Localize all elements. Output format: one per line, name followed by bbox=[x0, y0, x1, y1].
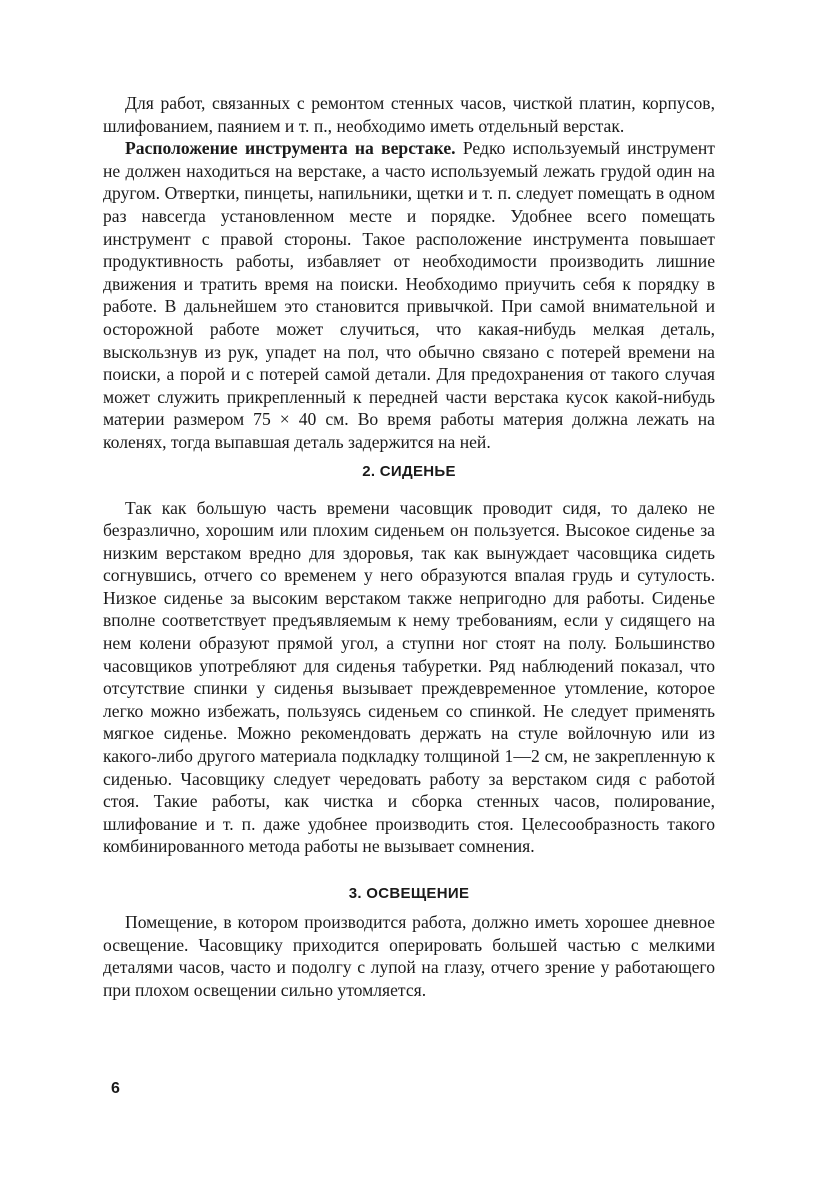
paragraph-tool-arrangement bbox=[103, 137, 715, 453]
paragraph-lead-heading: Расположение инструмента на верстаке. bbox=[125, 138, 456, 159]
paragraph-workbench-intro: Для работ, связанных с ремонтом стенных часов, чисткой платин, корпусов, шлифованием, паянием и т. п., необходимо иметь отдельный верстак. bbox=[103, 93, 715, 136]
section-heading-seat: 2. СИДЕНЬЕ bbox=[362, 462, 456, 480]
paragraph-tool-arrangement-text: Редко используемый инструмент не должен находиться на верстаке, а часто используемый лежать грудой один на другом. Отвертки, пинцеты, напильники, щетки и т. п. следует помещать в одном раз навсегда установленном месте и порядке. Удобнее всего помещать инструмент с правой стороны. Такое расположение инструмента повышает продуктивность работы, избавляет от необходимости производить лишние движения и тратить время на поиски. Необходимо приучить себя к порядку в работе. В дальнейшем это становится привычкой. При самой внимательной и осторожной работе может случиться, что какая-нибудь мелкая деталь, выскользнув из рук, упадет на пол, что обычно связано с потерей времени на поиски, а порой и с потерей самой детали. Для предохранения от такого случая может служить прикрепленный к передней части верстака кусок какой-нибудь материи размером 75 × 40 см. Во время работы материя должна лежать на коленях, тогда выпавшая деталь задержится на ней. bbox=[103, 138, 715, 452]
page-number: 6 bbox=[111, 1080, 120, 1097]
paragraph-lighting: Помещение, в котором производится работа, должно иметь хорошее дневное освещение. Часовщику приходится оперировать большей частью с мелкими деталями часов, часто и подолгу с лупой на глазу, отчего зрение у работающего при плохом освещении сильно утомляется. bbox=[103, 912, 715, 1000]
section-heading-lighting: 3. ОСВЕЩЕНИЕ bbox=[348, 885, 470, 902]
page-body bbox=[103, 92, 715, 1001]
paragraph-seat: Так как большую часть времени часовщик проводит сидя, то далеко не безразлично, хорошим или плохим сиденьем он пользуется. Высокое сиденье за низким верстаком вредно для здоровья, так как вынуждает часовщика сидеть согнувшись, отчего со временем у него образуются впалая грудь и сутулость. Низкое сиденье за высоким верстаком также непригодно для работы. Сиденье вполне соответствует предъявляемым к нему требованиям, если у сидящего на нем колени образуют прямой угол, а ступни ног стоят на полу. Большинство часовщиков употребляют для сиденья табуретки. Ряд наблюдений показал, что отсутствие спинки у сиденья вызывает преждевременное утомление, которое легко можно избежать, пользуясь сиденьем со спинкой. Не следует применять мягкое сиденье. Можно рекомендовать держать на стуле войлочную или из какого-либо другого материала подкладку толщиной 1—2 см, не закрепленную к сиденью. Часовщику следует чередовать работу за верстаком сидя с работой стоя. Такие работы, как чистка и сборка стенных часов, полирование, шлифование и т. п. даже удобнее производить стоя. Целесообразность такого комбинированного метода работы не вызывает сомнения. bbox=[103, 497, 715, 857]
